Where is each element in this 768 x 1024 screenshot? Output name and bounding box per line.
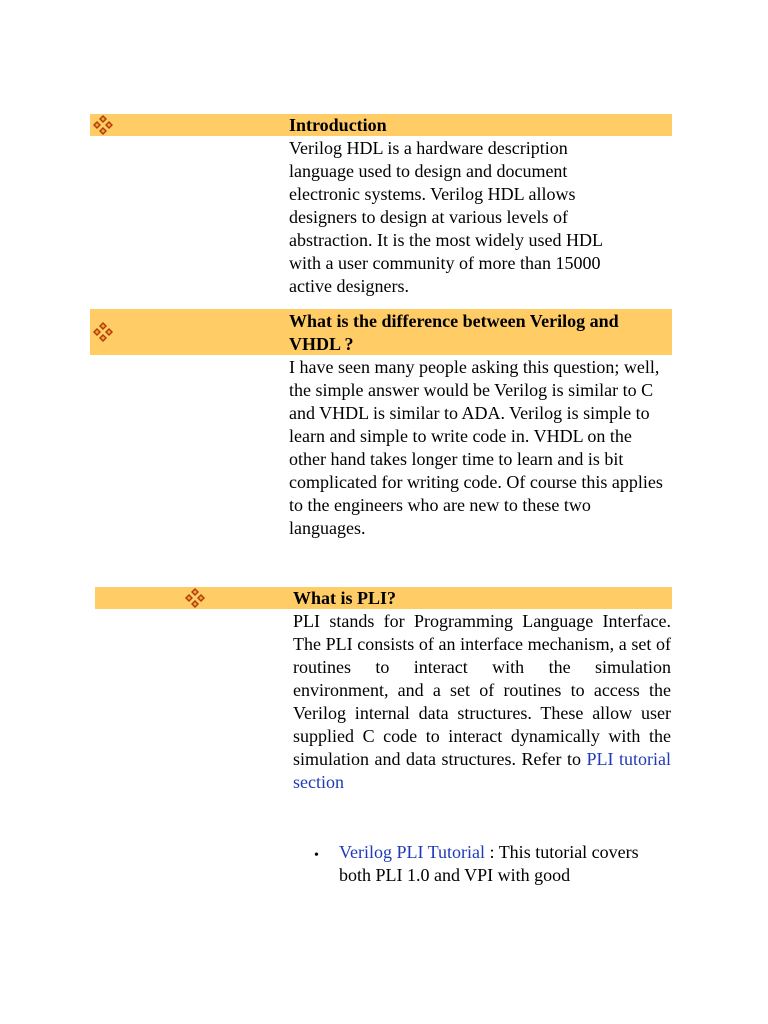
diamond-cluster-icon (92, 321, 114, 343)
section-title-pli: What is PLI? (293, 588, 397, 608)
section-body-verilog-vs-vhdl: I have seen many people asking this question; well, the simple answer would be Verilog is similar to C and VHDL is similar to ADA. Verilog is simple to learn and simple to write code in. VHDL on the other hand takes longer time to learn and is bit complicated for writing code. Of course this applies to the engineers who are new to these two languages. (289, 357, 663, 538)
list-item-text: : This tutorial covers both PLI 1.0 and VPI with good (339, 842, 639, 885)
section-body-introduction: Verilog HDL is a hardware description language used to design and document electronic systems. Verilog HDL allows designers to design at various levels of abstraction. It is the most widely used HDL with a user community of more than 15000 active designers. (289, 138, 603, 296)
list-item (339, 841, 639, 887)
pli-body-text: PLI stands for Programming Language Interface. The PLI consists of an interface mechanism, a set of routines to interact with the simulation environment, and a set of routines to access the Verilog internal data structures. These allow user supplied C code to interact dynamically with the simulation and data structures. Refer to (293, 611, 671, 769)
diamond-cluster-icon (92, 114, 114, 136)
verilog-pli-tutorial-link[interactable]: Verilog PLI Tutorial (339, 842, 486, 862)
section-title-introduction: Introduction (289, 115, 387, 135)
section-title-verilog-vs-vhdl: What is the difference between Verilog and VHDL ? (289, 311, 619, 354)
list-bullet: • (314, 848, 319, 863)
section-body-pli (293, 610, 671, 794)
diamond-cluster-icon (184, 587, 206, 609)
pli-tutorial-section-link[interactable]: PLI tutorial section (293, 749, 671, 792)
